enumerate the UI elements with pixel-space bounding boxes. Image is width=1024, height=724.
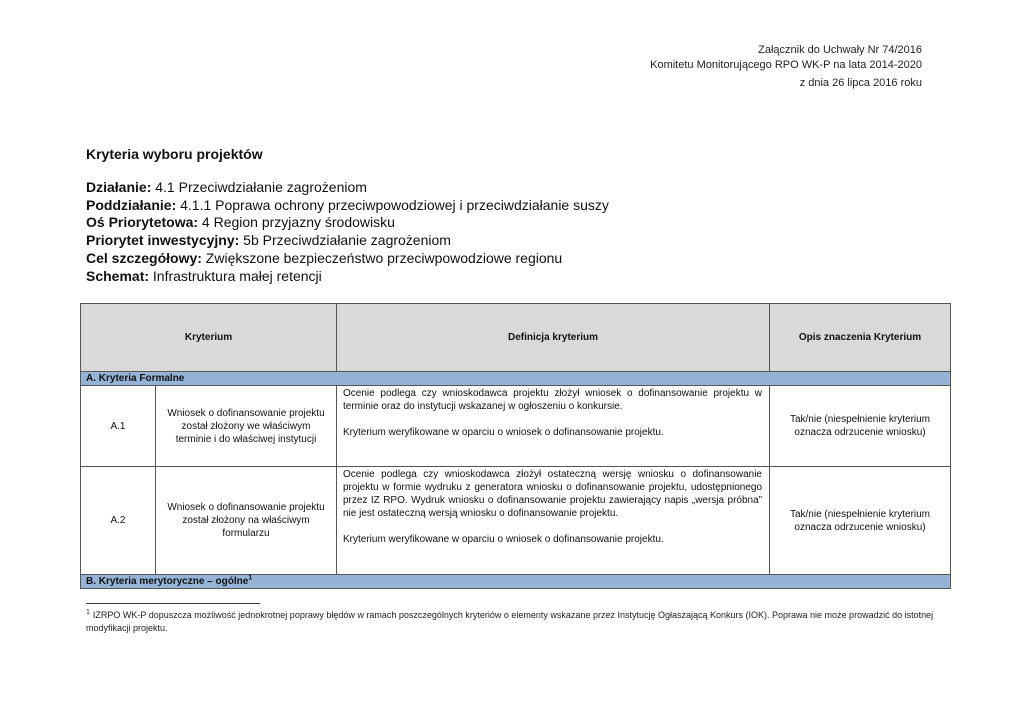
project-meta <box>86 179 609 285</box>
header-definicja: Definicja kryterium <box>337 304 770 372</box>
meta-value: 4 Region przyjazny środowisku <box>198 214 395 231</box>
header-opis: Opis znaczenia Kryterium <box>770 304 951 372</box>
definition-text: Ocenie podlega czy wnioskodawca złożył ostateczną wersję wniosku o dofinansowanie projektu w formie wydruku z generatora wniosku o dofinansowanie projektu, udostępnionego przez IZ RPO. Wydruk wniosku o dofinansowanie projektu zawierający napis „wersja próbna” nie jest ostateczną wersją wniosku o dofinansowanie projektu. <box>343 469 762 519</box>
meta-dzialanie <box>86 179 609 197</box>
footnote-reference[interactable]: 1 <box>248 574 253 582</box>
header-line-1: Załącznik do Uchwały Nr 74/2016 <box>758 44 922 56</box>
footnote <box>86 609 936 635</box>
definition-verification: Kryterium weryfikowane w oparciu o wniosek o dofinansowanie projektu. <box>343 427 664 438</box>
criterion-description: Tak/nie (niespełnienie kryterium oznacza odrzucenie wniosku) <box>770 386 951 467</box>
footnote-separator <box>86 603 260 604</box>
footnote-text: IZRPO WK-P dopuszcza możliwość jednokrotnej poprawy błędów w ramach poszczególnych kryteriów o elementy wskazane przez Instytucję Ogłaszającą Konkurs (IOK). Poprawa nie może prowadzić do istotnej modyfikacji projektu. <box>86 610 934 633</box>
criterion-description: Tak/nie (niespełnienie kryterium oznacza odrzucenie wniosku) <box>770 467 951 575</box>
criterion-id: A.2 <box>81 467 156 575</box>
meta-schemat <box>86 268 609 286</box>
meta-value: 4.1.1 Poprawa ochrony przeciwpowodziowej i przeciwdziałanie suszy <box>176 196 609 213</box>
section-row-a <box>81 372 951 386</box>
meta-label: Priorytet inwestycyjny: <box>86 232 240 249</box>
meta-cel-szczegolowy <box>86 250 609 268</box>
table-header-row <box>81 304 951 372</box>
criteria-table <box>80 303 951 589</box>
definition-text: Ocenie podlega czy wnioskodawca projektu złożył wniosek o dofinansowanie projektu w terminie oraz do instytucji wskazanej w ogłoszeniu o konkursie. <box>343 388 762 412</box>
header-kryterium: Kryterium <box>81 304 337 372</box>
table-row <box>81 386 951 467</box>
header-line-2: Komitetu Monitorującego RPO WK-P na lata 2014-2020 <box>650 59 922 71</box>
meta-value: Infrastruktura małej retencji <box>149 267 322 284</box>
criterion-name: Wniosek o dofinansowanie projektu został złożony we właściwym terminie i do właściwej instytucji <box>156 386 337 467</box>
criterion-definition <box>337 467 770 575</box>
meta-os-priorytetowa <box>86 214 609 232</box>
meta-label: Schemat: <box>86 267 150 284</box>
meta-value: Zwiększone bezpieczeństwo przeciwpowodziowe regionu <box>201 249 563 266</box>
section-b-cell <box>81 575 951 589</box>
document-header-note <box>650 43 922 91</box>
meta-priorytet-inwestycyjny <box>86 232 609 250</box>
section-a-label: A. Kryteria Formalne <box>81 372 951 386</box>
table-row <box>81 467 951 575</box>
meta-label: Poddziałanie: <box>86 196 177 213</box>
meta-value: 4.1 Przeciwdziałanie zagrożeniom <box>151 179 367 195</box>
meta-label: Oś Priorytetowa: <box>86 214 199 231</box>
criterion-id: A.1 <box>81 386 156 467</box>
header-line-3: z dnia 26 lipca 2016 roku <box>799 77 922 89</box>
meta-poddzialanie <box>86 197 609 215</box>
footnote-mark: 1 <box>86 609 90 616</box>
section-b-label: B. Kryteria merytoryczne – ogólne <box>86 576 249 587</box>
meta-label: Cel szczegółowy: <box>86 249 202 266</box>
definition-verification: Kryterium weryfikowane w oparciu o wniosek o dofinansowanie projektu. <box>343 534 664 545</box>
criterion-name: Wniosek o dofinansowanie projektu został złożony na właściwym formularzu <box>156 467 337 575</box>
section-row-b <box>81 575 951 589</box>
meta-label: Działanie: <box>86 179 152 195</box>
document-title: Kryteria wyboru projektów <box>86 146 263 162</box>
criterion-definition <box>337 386 770 467</box>
meta-value: 5b Przeciwdziałanie zagrożeniom <box>239 232 451 249</box>
